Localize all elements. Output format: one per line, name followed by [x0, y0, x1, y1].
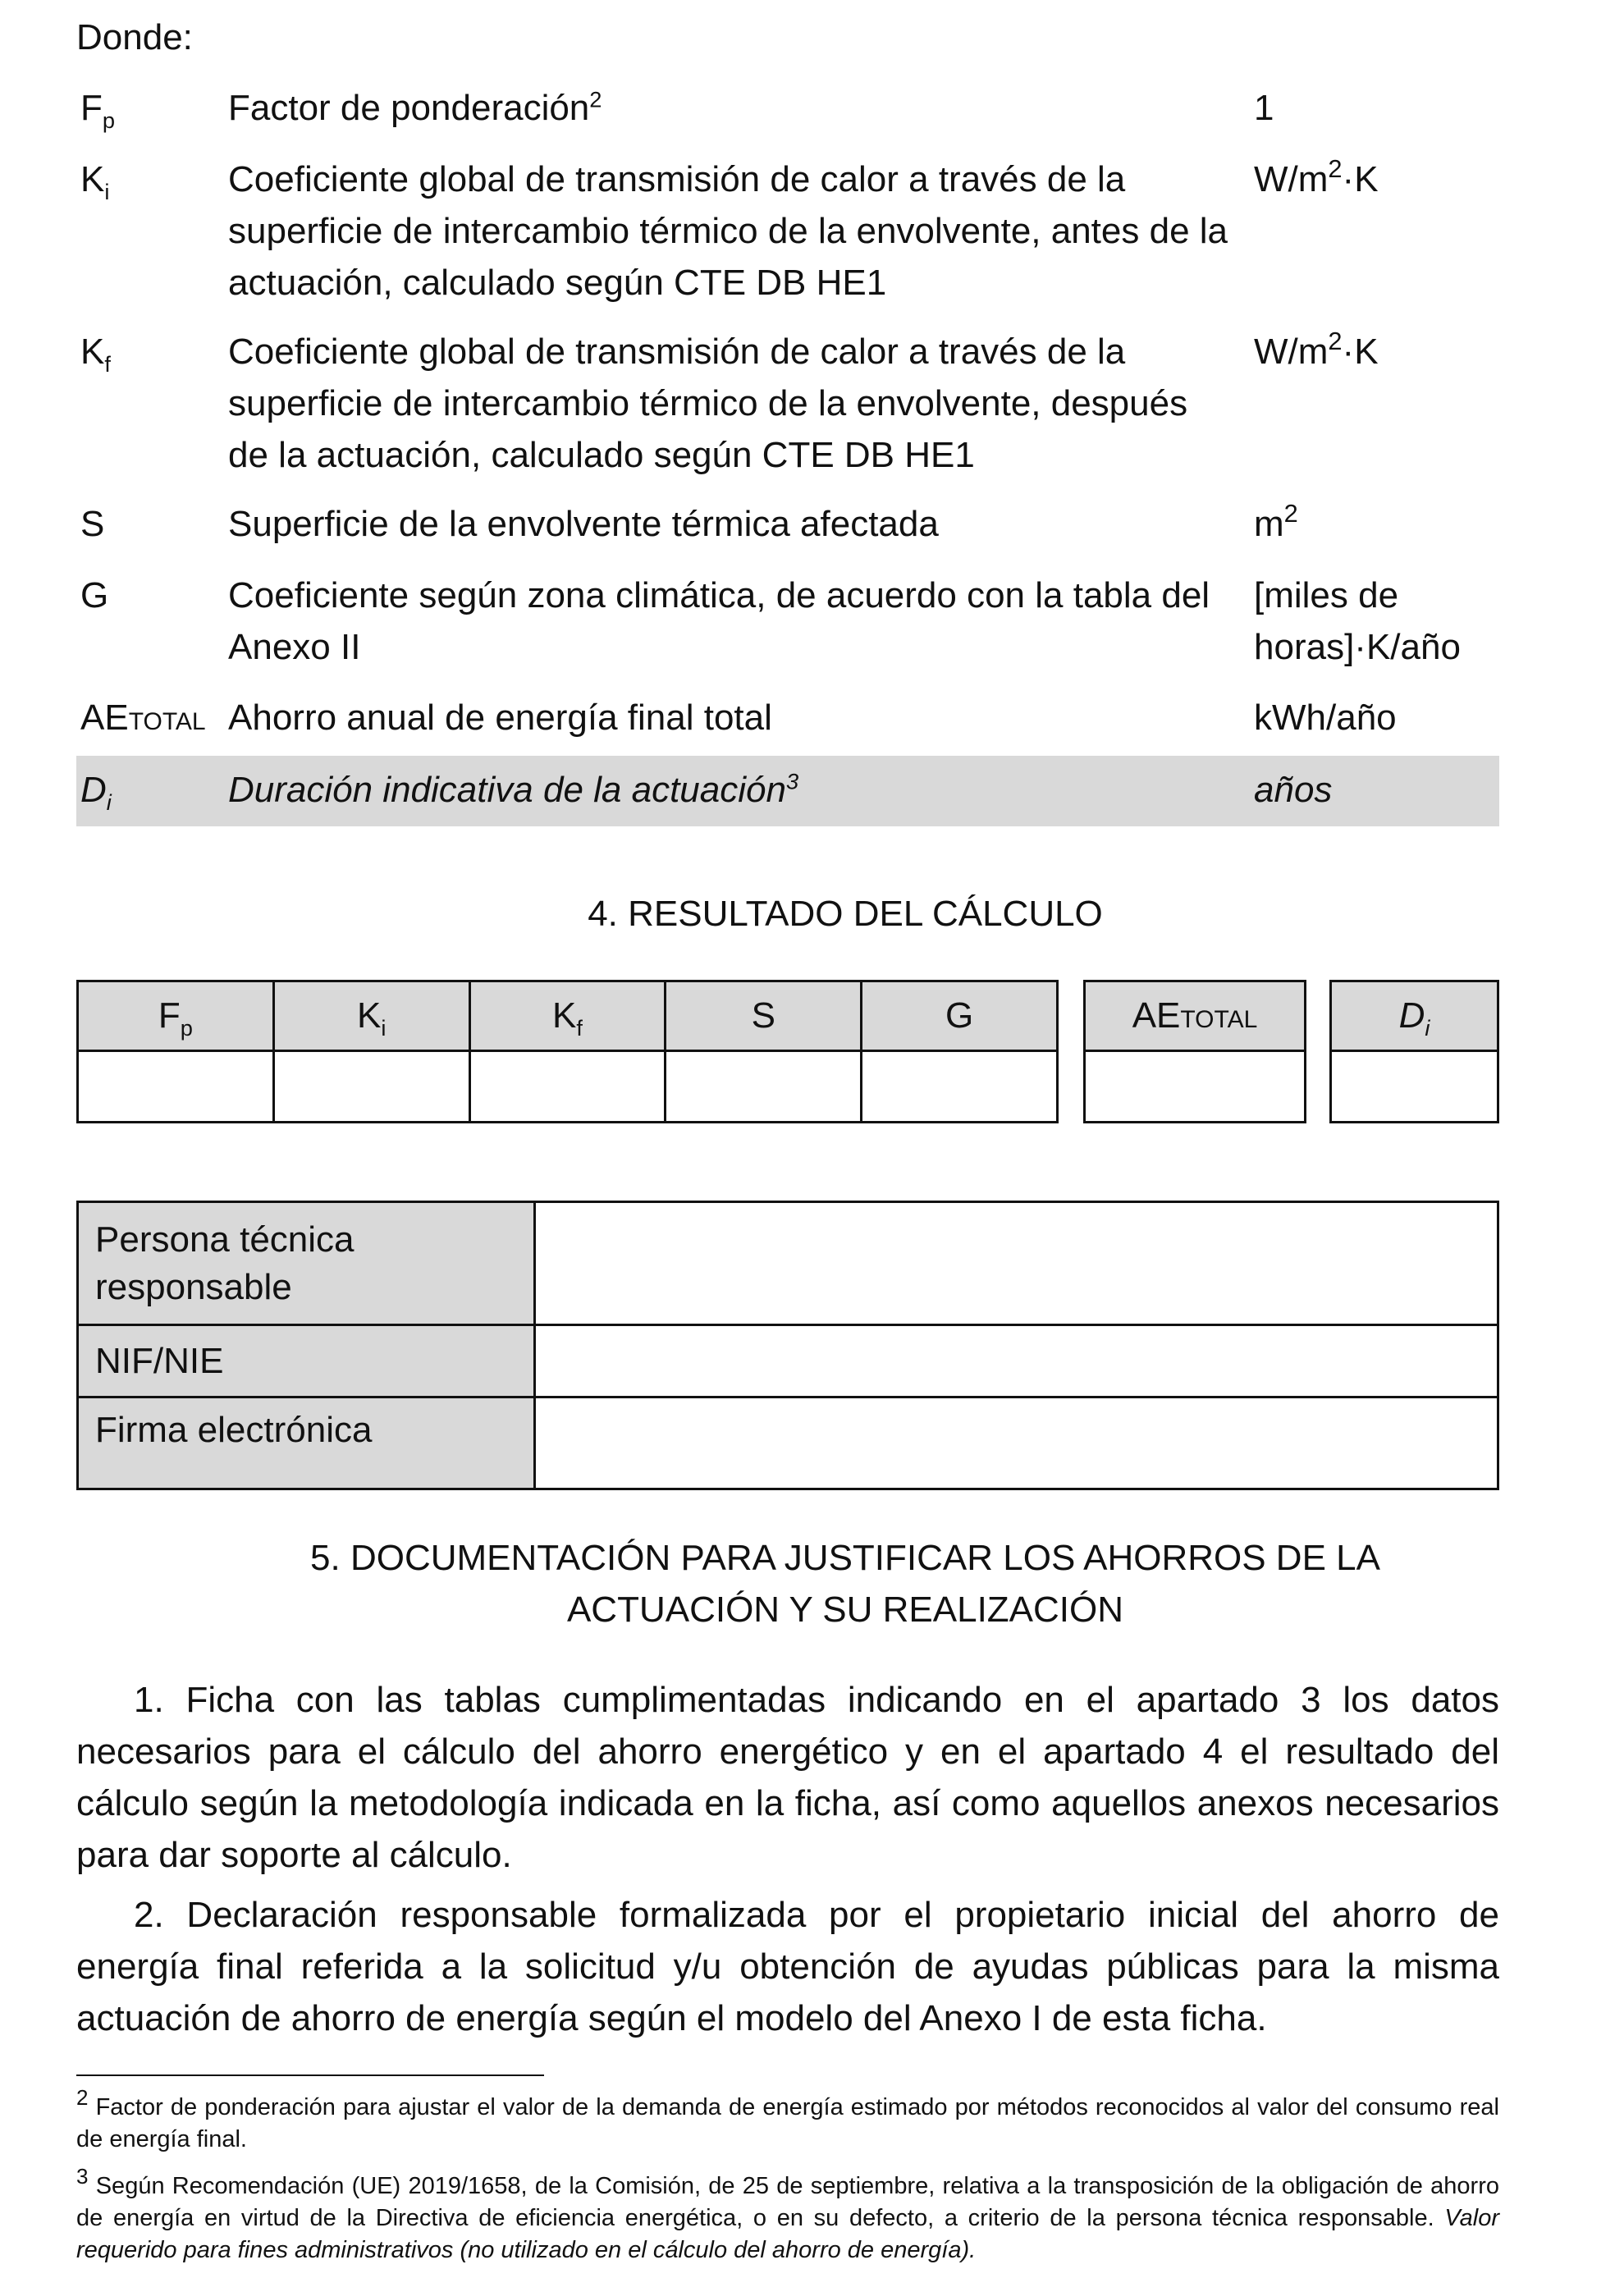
- input-s[interactable]: [666, 1051, 862, 1123]
- field-persona-tecnica[interactable]: [535, 1202, 1498, 1325]
- symbol: $D_i$: [80, 770, 112, 815]
- doc-item-2: 2. Declaración responsable formalizada por el propietario inicial del ahorro de energía final referida a la solicitud y/u obtención de ayudas públicas para la misma actuación de ahorro de energía según el modelo del Anexo I de esta ficha.: [76, 1895, 1499, 2038]
- results-table-aetotal: [1083, 980, 1306, 1123]
- footnote-3: $^3$ Según Recomendación (UE) 2019/1658, de la Comisión, de 25 de septiembre, relativa a la transposición de la obligación de ahorro de energía en virtud de la Directiva de eficiencia energética, o en su defecto, a criterio de la persona técnica responsable. Valor requerido para fines administrativos (no utilizado en el cálculo del ahorro de energía).: [76, 2164, 1499, 2263]
- description: Coeficiente global de transmisión de calor a través de la superficie de intercambio térmico de la envolvente, antes de la actuación, calculado según CTE DB HE1: [228, 159, 1228, 303]
- header-g: G: [862, 981, 1058, 1051]
- footnote-2: $^2$ Factor de ponderación para ajustar el valor de la demanda de energía estimado por métodos reconocidos al valor del consumo real de energía final.: [76, 2085, 1499, 2152]
- header-s: S: [666, 981, 862, 1051]
- input-aetotal[interactable]: [1085, 1051, 1306, 1123]
- intro-label: Donde:: [76, 17, 193, 57]
- description: Coeficiente según zona climática, de acuerdo con la tabla del Anexo II: [228, 575, 1210, 667]
- definition-row: [0, 692, 1624, 746]
- footnote-separator: [76, 2074, 544, 2076]
- unit: $m^2$: [1254, 499, 1298, 544]
- unit: [miles de horas]·K/año: [1254, 575, 1461, 667]
- results-table-main: [76, 980, 1059, 1123]
- label-firma: Firma electrónica: [78, 1397, 535, 1489]
- field-nif-nie[interactable]: [535, 1325, 1498, 1397]
- description: Superficie de la envolvente térmica afectada: [228, 504, 939, 544]
- input-ki[interactable]: [273, 1051, 469, 1123]
- symbol: G: [80, 575, 109, 615]
- definition-row: [0, 153, 1624, 309]
- label-nif-nie: NIF/NIE: [78, 1325, 535, 1397]
- signature-table: [76, 1201, 1499, 1490]
- header-ki: $K_i$: [273, 981, 469, 1051]
- field-firma[interactable]: [535, 1397, 1498, 1489]
- header-aetotal: AETOTAL: [1085, 981, 1306, 1051]
- definition-row: [0, 326, 1624, 482]
- unit: kWh/año: [1254, 698, 1397, 738]
- definition-row: [0, 498, 1624, 552]
- symbol: $K_i$: [80, 159, 110, 204]
- input-fp[interactable]: [78, 1051, 274, 1123]
- symbol: $F_p$: [80, 88, 116, 133]
- header-di: $D_i$: [1331, 981, 1498, 1051]
- doc-item-1: 1. Ficha con las tablas cumplimentadas indicando en el apartado 3 los datos necesarios para el cálculo del ahorro energético y en el apartado 4 el resultado del cálculo según la metodología indicada en la ficha, así como aquellos anexos necesarios para dar soporte al cálculo.: [76, 1680, 1499, 1875]
- definition-row-shaded: [0, 756, 1624, 826]
- definition-row: [0, 82, 1624, 136]
- label-persona-tecnica: Persona técnica responsable: [78, 1202, 535, 1325]
- header-kf: $K_f$: [469, 981, 666, 1051]
- unit: años: [1254, 770, 1333, 810]
- unit: $W/m^2\cdot K$: [1254, 327, 1379, 372]
- unit: 1: [1254, 88, 1274, 128]
- symbol: $K_f$: [80, 332, 111, 377]
- input-kf[interactable]: [469, 1051, 666, 1123]
- description: Duración indicativa de la actuación$^3$: [228, 768, 799, 810]
- description: Coeficiente global de transmisión de calor a través de la superficie de intercambio térmico de la envolvente, después de la actuación, calculado según CTE DB HE1: [228, 332, 1188, 475]
- input-g[interactable]: [862, 1051, 1058, 1123]
- section-5-title-line2: ACTUACIÓN Y SU REALIZACIÓN: [566, 1590, 1124, 1630]
- section-5-title-line1: 5. DOCUMENTACIÓN PARA JUSTIFICAR LOS AHORROS DE LA: [310, 1538, 1380, 1578]
- results-table-di: [1329, 980, 1499, 1123]
- symbol: S: [80, 504, 105, 544]
- header-fp: $F_p$: [78, 981, 274, 1051]
- unit: $W/m^2\cdot K$: [1254, 154, 1379, 199]
- description: Factor de ponderación$^2$: [228, 86, 602, 128]
- symbol: AETOTAL: [80, 698, 206, 738]
- section-4-title: 4. RESULTADO DEL CÁLCULO: [588, 894, 1103, 934]
- definition-row: [0, 570, 1624, 675]
- description: Ahorro anual de energía final total: [228, 698, 772, 738]
- input-di[interactable]: [1331, 1051, 1498, 1123]
